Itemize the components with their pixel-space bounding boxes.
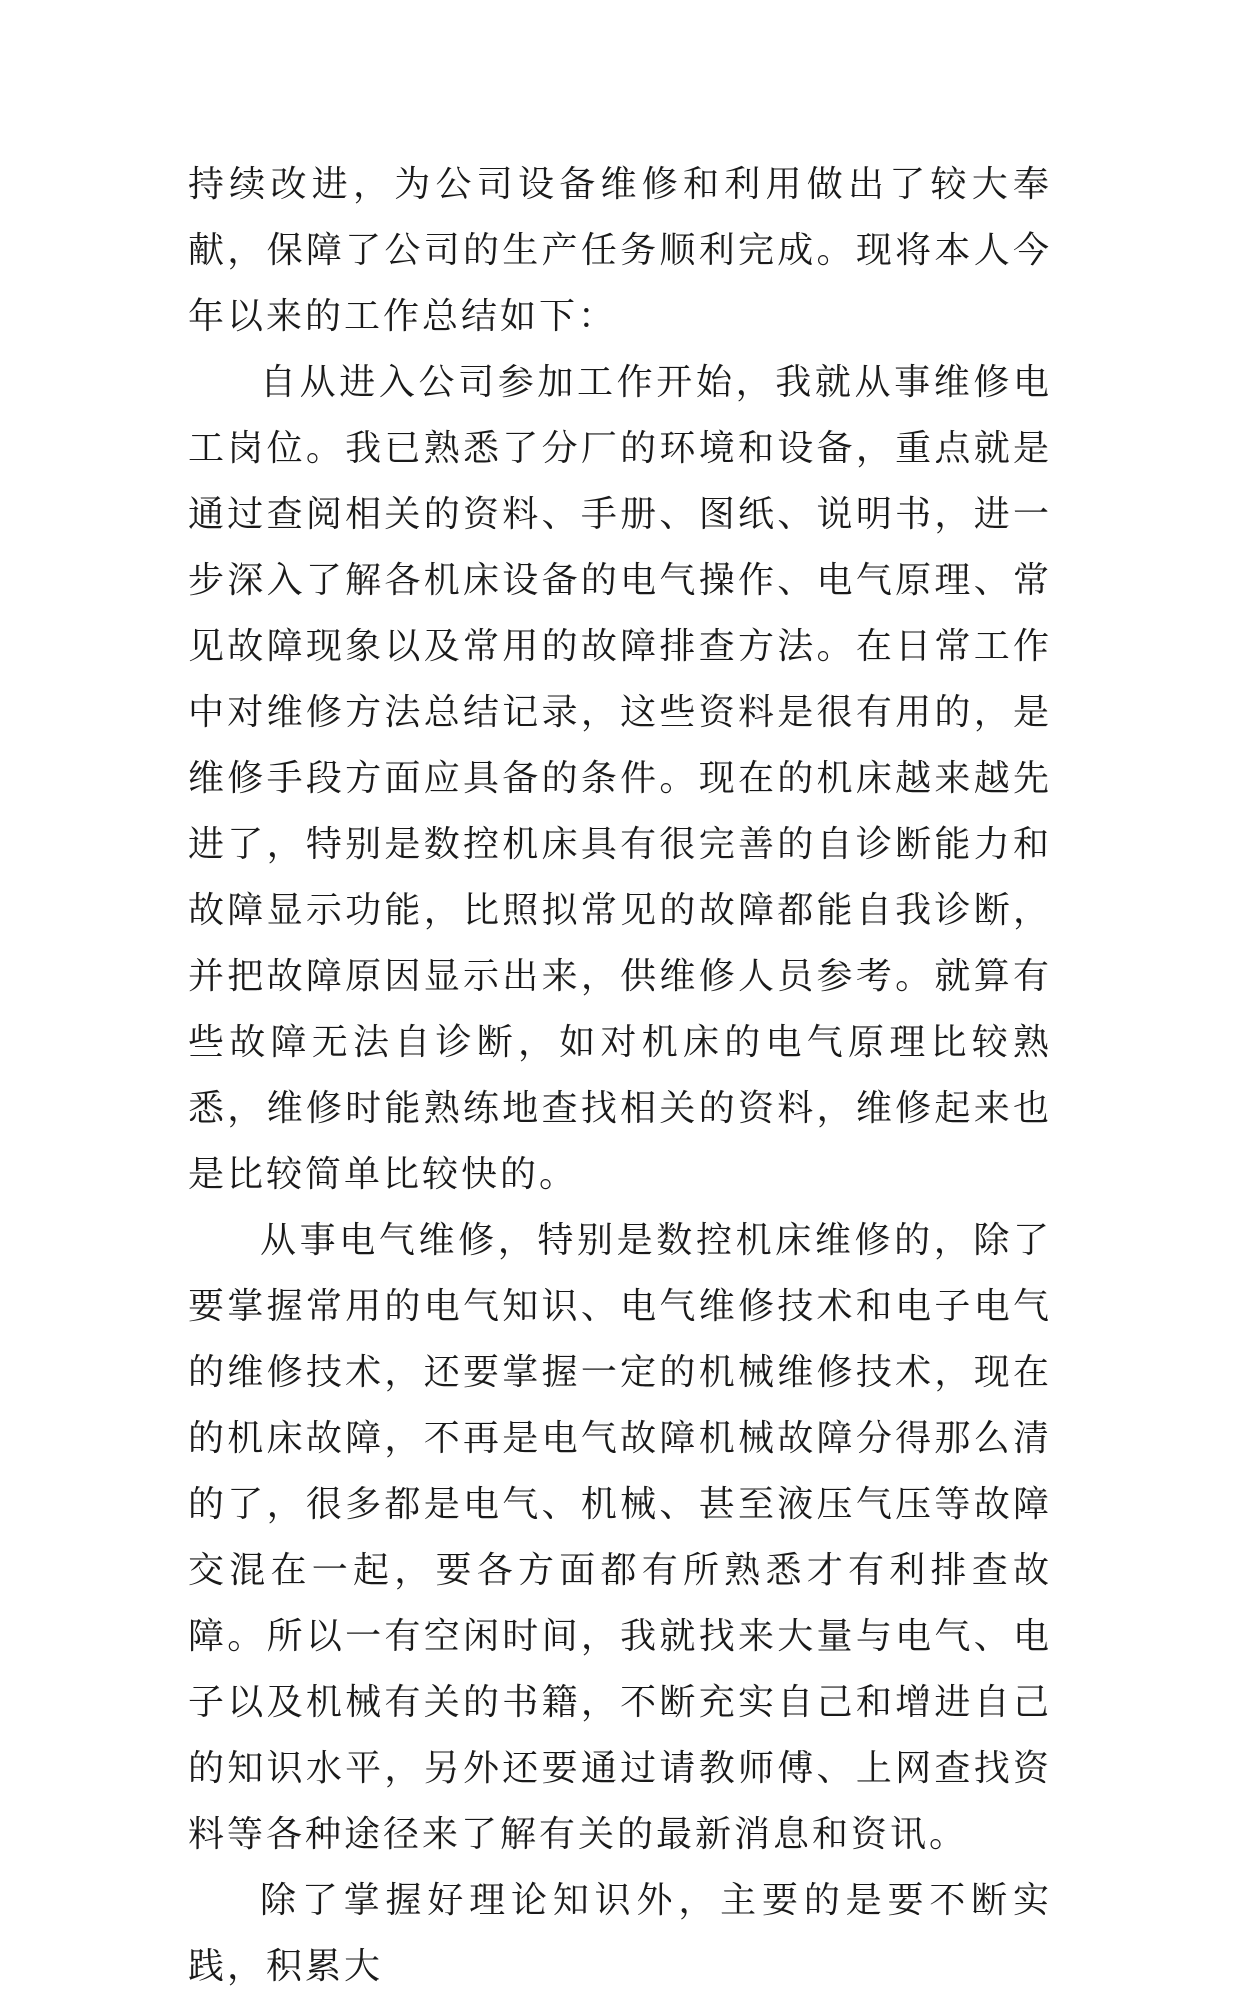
paragraph-3: 从事电气维修，特别是数控机床维修的，除了要掌握常用的电气知识、电气维修技术和电子电气的维修技术，还要掌握一定的机械维修技术，现在的机床故障，不再是电气故障机械故障分得那么清的了，很多都是电气、机械、甚至液压气压等故障交混在一起，要各方面都有所熟悉才有利排查故障。所以一有空闲时间，我就找来大量与电气、电子以及机械有关的书籍，不断充实自己和增进自己的知识水平，另外还要通过请教师傅、上网查找资料等各种途径来了解有关的最新消息和资讯。	[188, 1220, 1052, 1855]
paragraph-1: 持续改进，为公司设备维修和利用做出了较大奉献，保障了公司的生产任务顺利完成。现将本人今年以来的工作总结如下：	[188, 164, 1052, 337]
document-body	[188, 152, 1052, 2000]
paragraph-4: 除了掌握好理论知识外，主要的是要不断实践，积累大	[188, 1880, 1052, 1987]
paragraph-2: 自从进入公司参加工作开始，我就从事维修电工岗位。我已熟悉了分厂的环境和设备，重点就是通过查阅相关的资料、手册、图纸、说明书，进一步深入了解各机床设备的电气操作、电气原理、常见故障现象以及常用的故障排查方法。在日常工作中对维修方法总结记录，这些资料是很有用的，是维修手段方面应具备的条件。现在的机床越来越先进了，特别是数控机床具有很完善的自诊断能力和故障显示功能，比照拟常见的故障都能自我诊断，并把故障原因显示出来，供维修人员参考。就算有些故障无法自诊断，如对机床的电气原理比较熟悉，维修时能熟练地查找相关的资料，维修起来也是比较简单比较快的。	[188, 362, 1052, 1195]
